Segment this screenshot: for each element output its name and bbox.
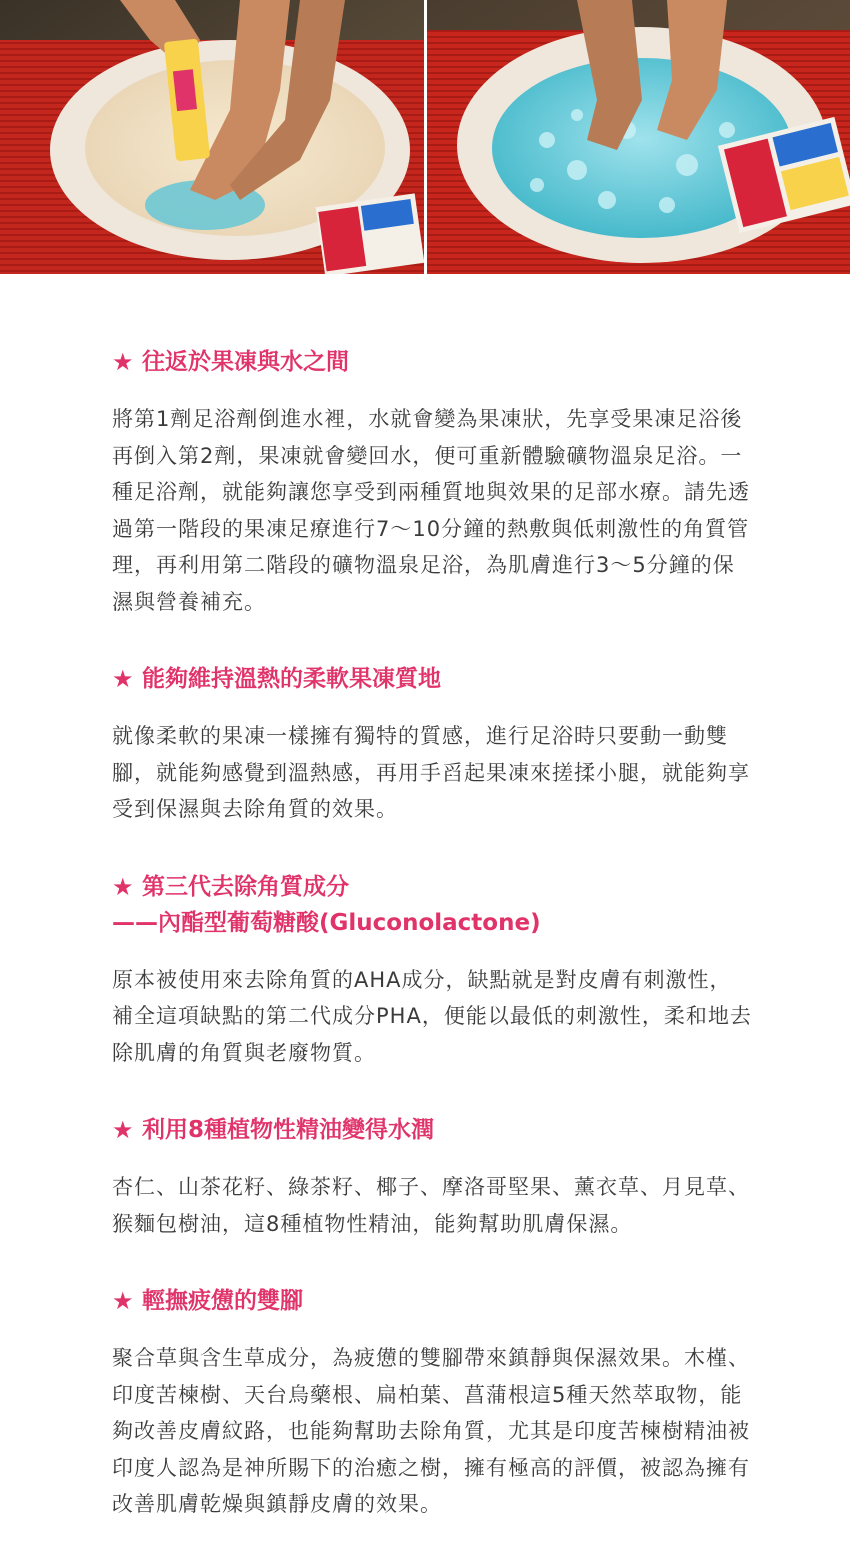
- star-icon: ★: [112, 1287, 134, 1315]
- star-icon: ★: [112, 348, 134, 376]
- jelly-foot-illustration: [427, 0, 850, 274]
- star-icon: ★: [112, 665, 134, 693]
- star-icon: ★: [112, 1116, 134, 1144]
- section-heading: [112, 345, 752, 379]
- section-subtitle: ——內酯型葡萄糖酸(Gluconolactone): [112, 909, 541, 936]
- section-heading: [112, 662, 752, 696]
- jelly-foot-photo: [427, 0, 850, 274]
- feature-list: [112, 345, 752, 1565]
- photo-strip: [0, 0, 850, 274]
- section-title: 利用8種植物性精油變得水潤: [142, 1117, 435, 1143]
- section-heading: [112, 870, 752, 904]
- section-title: 第三代去除角質成分: [142, 873, 349, 900]
- feature-section: [112, 870, 752, 1072]
- star-icon: ★: [112, 872, 134, 901]
- feature-section: [112, 662, 752, 828]
- jelly-pour-illustration: [0, 0, 424, 274]
- section-title: 往返於果凍與水之間: [142, 349, 349, 375]
- feature-section: [112, 345, 752, 620]
- feature-section: [112, 1113, 752, 1242]
- section-body: 杏仁、山茶花籽、綠茶籽、椰子、摩洛哥堅果、薰衣草、月見草、猴麵包樹油，這8種植物性精油，能夠幫助肌膚保濕。: [112, 1175, 750, 1236]
- feature-section: [112, 1284, 752, 1523]
- section-body: 就像柔軟的果凍一樣擁有獨特的質感，進行足浴時只要動一動雙腳，就能夠感覺到溫熱感，再用手舀起果凍來搓揉小腿，就能夠享受到保濕與去除角質的效果。: [112, 724, 750, 821]
- section-title: 輕撫疲憊的雙腳: [142, 1288, 303, 1314]
- section-heading: [112, 1284, 752, 1318]
- section-title: 能夠維持溫熱的柔軟果凍質地: [142, 666, 441, 692]
- section-body: 聚合草與含生草成分，為疲憊的雙腳帶來鎮靜與保濕效果。木槿、印度苦楝樹、天台烏藥根、扁柏葉、菖蒲根這5種天然萃取物，能夠改善皮膚紋路，也能夠幫助去除角質，尤其是印度苦楝樹精油被印度人認為是神所賜下的治癒之樹，擁有極高的評價，被認為擁有改善肌膚乾燥與鎮靜皮膚的效果。: [112, 1346, 750, 1516]
- section-body: 原本被使用來去除角質的AHA成分，缺點就是對皮膚有刺激性，補全這項缺點的第二代成分PHA，便能以最低的刺激性，柔和地去除肌膚的角質與老廢物質。: [112, 967, 752, 1065]
- section-body: 將第1劑足浴劑倒進水裡，水就會變為果凍狀，先享受果凍足浴後再倒入第2劑，果凍就會變回水，便可重新體驗礦物溫泉足浴。一種足浴劑，就能夠讓您享受到兩種質地與效果的足部水療。請先透過第一階段的果凍足療進行7～10分鐘的熱敷與低刺激性的角質管理，再利用第二階段的礦物溫泉足浴，為肌膚進行3～5分鐘的保濕與營養補充。: [112, 407, 750, 614]
- jelly-pour-photo: [0, 0, 424, 274]
- section-heading: [112, 1113, 752, 1147]
